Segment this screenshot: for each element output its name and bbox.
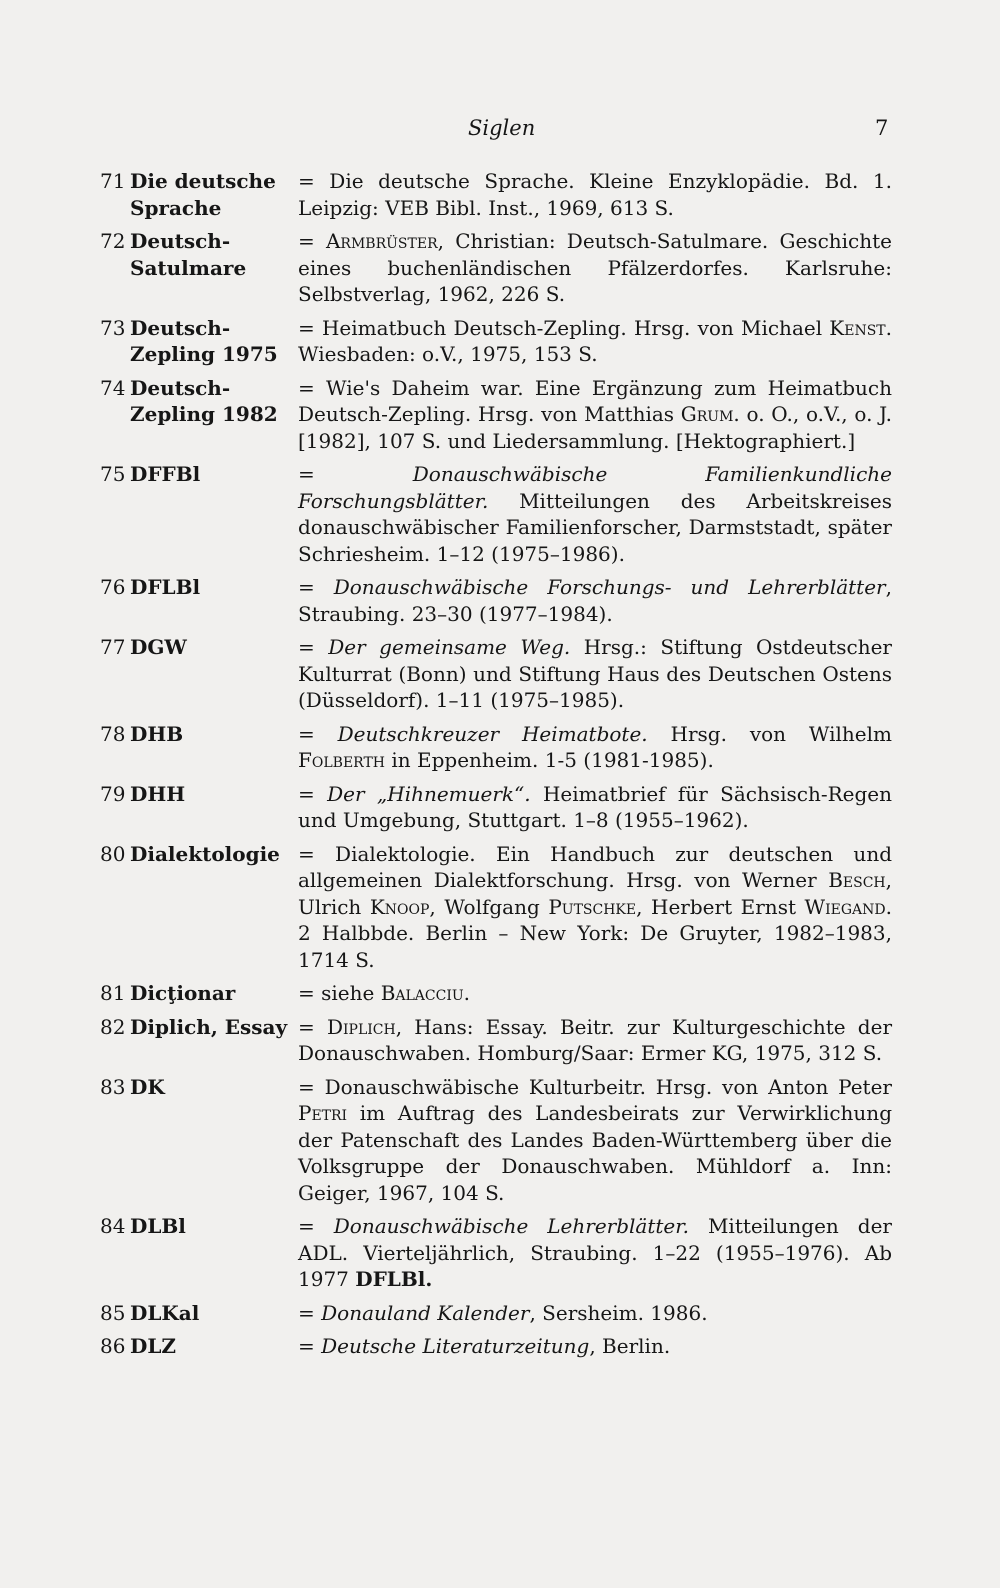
description-fragment: Mitteilungen des Arbeitskreises donauschwäbischer Familienforscher, Darmststadt, später Schriesheim. 1–12 (1975–1986). — [298, 488, 892, 566]
entry-number: 71 — [100, 169, 126, 193]
sigla-entry — [100, 1213, 892, 1293]
description-fragment: Heimatbrief für Sächsisch-Regen und Umgebung, Stuttgart. 1–8 (1955–1962). — [298, 781, 893, 832]
description-fragment: = — [298, 462, 413, 486]
sigla-entry — [100, 228, 892, 308]
description-fragment: Diplich — [326, 1014, 396, 1039]
description-fragment: = — [298, 229, 326, 253]
description-fragment: = Die deutsche Sprache. Kleine Enzyklopädie. Bd. 1. Leipzig: VEB Bibl. Inst., 1969, 613 S. — [298, 169, 892, 220]
description-fragment: Grum — [680, 402, 734, 426]
entry-siglum: DLZ — [130, 1334, 177, 1358]
entry-description — [298, 228, 892, 308]
description-fragment: = — [298, 1014, 327, 1039]
entry-description — [298, 574, 892, 627]
description-fragment: Deutsche Literaturzeitung — [321, 1334, 590, 1358]
description-fragment: = — [298, 781, 328, 806]
entry-number: 81 — [100, 981, 126, 1005]
description-fragment: . o. O., o.V., o. J. [1982], 107 S. und Liedersammlung. [Hektographiert.] — [298, 402, 892, 453]
description-fragment: Petri — [298, 1101, 348, 1125]
description-fragment: = — [298, 1214, 334, 1238]
entry-number: 82 — [100, 1014, 126, 1039]
description-fragment: = Dialektologie. Ein Handbuch zur deutschen und allgemeinen Dialektforschung. Hrsg. von Werner — [298, 841, 892, 892]
entry-number: 75 — [100, 462, 126, 486]
description-fragment: . Wiesbaden: o.V., 1975, 153 S. — [298, 315, 892, 366]
entry-siglum: DFLBl — [130, 575, 201, 599]
sigla-entry — [100, 1074, 892, 1207]
entry-siglum: Die deutsche Sprache — [130, 169, 276, 220]
description-fragment: Mitteilungen der ADL. Vierteljährlich, Straubing. 1–22 (1955–1976). Ab 1977 — [298, 1214, 892, 1291]
description-fragment: , Christian: Deutsch-Satulmare. Geschichte eines buchenländischen Pfälzerdorfes. Karlsruhe: Selbstverlag, 1962, 226 S. — [298, 229, 892, 306]
description-fragment: , Herbert Ernst — [636, 894, 805, 919]
description-fragment: , Sersheim. 1986. — [529, 1300, 708, 1325]
description-fragment: Donauschwäbische Lehrerblätter. — [333, 1214, 689, 1238]
description-fragment: Donauland Kalender — [321, 1300, 530, 1325]
entry-number: 72 — [100, 229, 126, 253]
description-fragment: Besch — [828, 868, 886, 892]
entry-number: 76 — [100, 575, 126, 599]
description-fragment: Balacciu — [380, 981, 464, 1005]
entry-description — [298, 1074, 892, 1207]
sigla-entry — [100, 634, 892, 714]
entry-description — [298, 1014, 892, 1067]
description-fragment: . — [463, 981, 471, 1005]
description-fragment: DFLBl. — [355, 1267, 433, 1291]
entry-siglum: DGW — [130, 635, 187, 659]
description-fragment: Knoop — [369, 894, 430, 919]
sigla-entry — [100, 315, 892, 368]
entry-description — [298, 168, 892, 221]
sigla-entry — [100, 781, 892, 834]
entry-siglum: DHH — [130, 781, 186, 806]
description-fragment: = — [298, 575, 334, 599]
running-title: Siglen — [468, 116, 536, 140]
entry-number: 73 — [100, 315, 126, 340]
entry-siglum: DLKal — [130, 1300, 200, 1325]
entry-description — [298, 1333, 892, 1360]
description-fragment: Donauschwäbische Familienkundliche Forschungsblätter. — [298, 462, 892, 513]
sigla-list — [100, 168, 892, 1367]
sigla-entry — [100, 168, 892, 221]
entry-number: 84 — [100, 1214, 126, 1238]
entry-siglum: DFFBl — [130, 462, 201, 486]
description-fragment: Donauschwäbische Forschungs- und Lehrerblätter — [333, 575, 886, 599]
entry-siglum: DLBl — [130, 1214, 186, 1238]
entry-description — [298, 461, 892, 567]
page-number: 7 — [875, 116, 889, 140]
entry-number: 80 — [100, 841, 126, 866]
entry-number: 78 — [100, 721, 126, 746]
entry-description — [298, 634, 892, 714]
description-fragment: Hrsg. von Wilhelm — [647, 721, 892, 746]
sigla-entry — [100, 574, 892, 627]
entry-siglum: DK — [130, 1074, 165, 1099]
entry-number: 74 — [100, 375, 126, 400]
sigla-entry — [100, 1014, 892, 1067]
description-fragment: = — [298, 1300, 322, 1325]
entry-siglum: DHB — [130, 721, 184, 746]
sigla-entry — [100, 375, 892, 455]
entry-description — [298, 315, 892, 368]
description-fragment: = — [298, 1334, 322, 1358]
entry-number: 83 — [100, 1074, 126, 1099]
sigla-entry — [100, 1333, 892, 1360]
running-head — [0, 116, 1000, 146]
entry-siglum: Dialektologie — [130, 841, 280, 866]
description-fragment: , Straubing. 23–30 (1977–1984). — [298, 575, 892, 626]
entry-siglum: Deutsch-Zepling 1982 — [130, 375, 278, 426]
entry-description — [298, 841, 892, 974]
description-fragment: = Donauschwäbische Kulturbeitr. Hrsg. von Anton Peter — [298, 1074, 892, 1099]
description-fragment: . 2 Halbbde. Berlin – New York: De Gruyter, 1982–1983, 1714 S. — [298, 894, 892, 972]
sigla-entry — [100, 721, 892, 774]
sigla-entry — [100, 1300, 892, 1327]
description-fragment: , Wolfgang — [429, 894, 549, 919]
entry-siglum: Diplich, Essay — [130, 1014, 288, 1039]
entry-description — [298, 1300, 892, 1327]
entry-siglum: Deutsch-Zepling 1975 — [130, 315, 278, 366]
entry-description — [298, 980, 892, 1007]
description-fragment: = — [298, 635, 329, 659]
description-fragment: = — [298, 721, 338, 746]
description-fragment: = siehe — [298, 981, 381, 1005]
entry-number: 86 — [100, 1334, 126, 1358]
sigla-entry — [100, 461, 892, 567]
description-fragment: Hrsg.: Stiftung Ostdeutscher Kulturrat (Bonn) und Stiftung Haus des Deutschen Ostens (Düsseldorf). 1–11 (1975–1985). — [298, 635, 892, 712]
description-fragment: Wiegand — [804, 894, 886, 919]
entry-description — [298, 721, 892, 774]
description-fragment: in Eppenheim. 1-5 (1981-1985). — [385, 748, 714, 772]
entry-number: 77 — [100, 635, 126, 659]
description-fragment: Der „Hihnemuerk“. — [327, 781, 531, 806]
description-fragment: , Berlin. — [589, 1334, 671, 1358]
entry-number: 85 — [100, 1300, 126, 1325]
description-fragment: , Ulrich — [298, 868, 892, 919]
description-fragment: Deutschkreuzer Heimatbote. — [337, 721, 648, 746]
sigla-entry — [100, 841, 892, 974]
entry-description — [298, 781, 892, 834]
description-fragment: , Hans: Essay. Beitr. zur Kulturgeschichte der Donauschwaben. Homburg/Saar: Ermer KG, 1975, 312 S. — [298, 1014, 892, 1065]
description-fragment: Der gemeinsame Weg. — [328, 635, 571, 659]
description-fragment: Armbrüster — [325, 229, 438, 253]
description-fragment: = Heimatbuch Deutsch-Zepling. Hrsg. von Michael — [298, 315, 830, 340]
entry-description — [298, 375, 892, 455]
entry-number: 79 — [100, 781, 126, 806]
description-fragment: Putschke — [548, 894, 637, 919]
description-fragment: = Wie's Daheim war. Eine Ergänzung zum Heimatbuch Deutsch-Zepling. Hrsg. von Matthias — [298, 375, 892, 426]
description-fragment: im Auftrag des Landesbeirats zur Verwirklichung der Patenschaft des Landes Baden-Württemberg über die Volksgruppe der Donauschwaben. Mühldorf a. Inn: Geiger, 1967, 104 S. — [298, 1101, 892, 1205]
entry-siglum: Deutsch-Satulmare — [130, 229, 247, 280]
sigla-entry — [100, 980, 892, 1007]
description-fragment: Folberth — [298, 748, 386, 772]
entry-description — [298, 1213, 892, 1293]
entry-siglum: Dicţionar — [130, 981, 236, 1005]
description-fragment: Kenst — [829, 315, 886, 340]
